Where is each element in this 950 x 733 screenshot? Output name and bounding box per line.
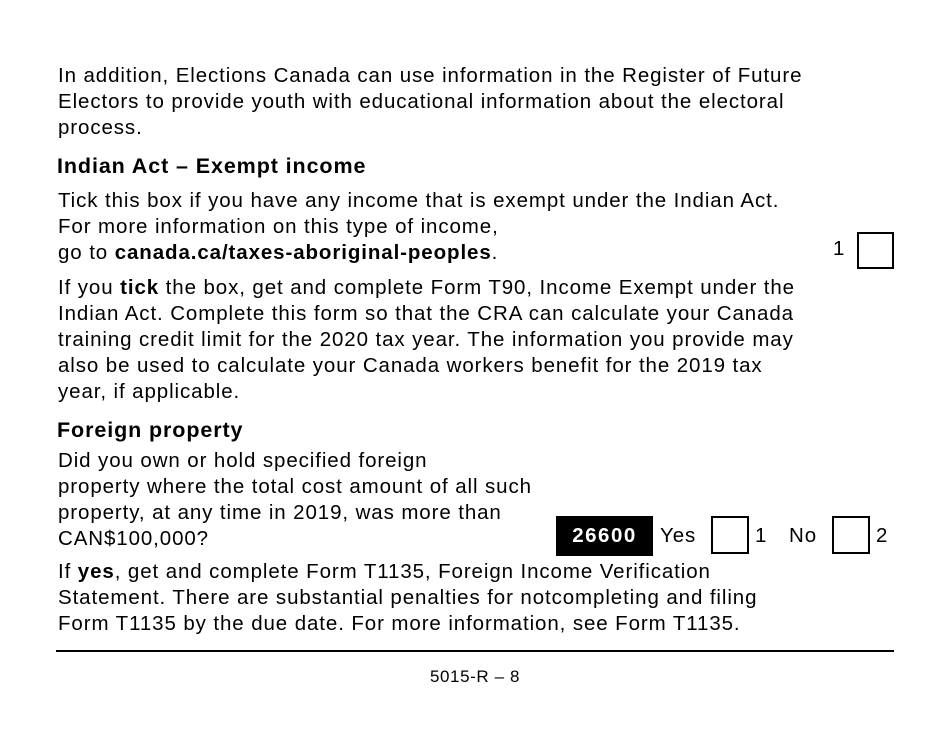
t90-bold-tick: tick [120, 276, 160, 299]
no-label: No [789, 524, 818, 547]
no-box-number: 2 [876, 524, 889, 547]
t90-line: Indian Act. Complete this form so that the CRA can calculate your Canada [58, 302, 794, 325]
indian-act-heading: Indian Act – Exempt income [57, 154, 367, 178]
t1135-bold-yes: yes [77, 560, 115, 583]
goto-line [58, 240, 779, 266]
question-line: Did you own or hold specified foreign [58, 449, 428, 472]
t1135-line: Statement. There are substantial penalties for notcompleting and filing [58, 586, 758, 609]
goto-suffix: . [491, 241, 499, 264]
exempt-income-checkbox[interactable] [857, 232, 894, 269]
instruction-line: For more information on this type of income, [58, 215, 499, 238]
intro-paragraph [58, 63, 802, 141]
foreign-no-checkbox[interactable] [832, 516, 870, 554]
yes-label: Yes [660, 524, 697, 547]
question-line: property, at any time in 2019, was more than [58, 501, 502, 524]
indian-act-instructions [58, 188, 779, 266]
t90-paragraph [58, 275, 795, 405]
t90-line1-rest: the box, get and complete Form T90, Income Exempt under the [159, 276, 795, 299]
footer-divider [56, 650, 894, 652]
intro-line: process. [58, 116, 143, 139]
intro-line: Electors to provide youth with educational information about the electoral [58, 90, 785, 113]
foreign-question [58, 448, 532, 552]
question-line: CAN$100,000? [58, 527, 209, 550]
aboriginal-taxes-link[interactable]: canada.ca/taxes-aboriginal-peoples [114, 241, 492, 264]
t90-prefix: If you [58, 276, 121, 299]
line-code-26600: 26600 [556, 516, 653, 556]
goto-prefix: go to [58, 241, 115, 264]
t1135-line: Form T1135 by the due date. For more information, see Form T1135. [58, 612, 741, 635]
t1135-paragraph [58, 559, 757, 637]
t1135-line [58, 559, 757, 585]
yes-box-number: 1 [755, 524, 768, 547]
t90-line: year, if applicable. [58, 380, 241, 403]
instruction-line: Tick this box if you have any income that is exempt under the Indian Act. [58, 189, 780, 212]
t90-line: training credit limit for the 2020 tax year. The information you provide may [58, 328, 794, 351]
t1135-prefix: If [58, 560, 78, 583]
question-line: property where the total cost amount of all such [58, 475, 532, 498]
exempt-box-number: 1 [833, 237, 846, 260]
t1135-line1-rest: , get and complete Form T1135, Foreign Income Verification [114, 560, 711, 583]
t90-line: also be used to calculate your Canada workers benefit for the 2019 tax [58, 354, 763, 377]
page-number: 5015-R – 8 [429, 667, 521, 686]
t90-line [58, 275, 795, 301]
foreign-property-heading: Foreign property [57, 418, 244, 442]
foreign-yes-checkbox[interactable] [711, 516, 749, 554]
intro-line: In addition, Elections Canada can use information in the Register of Future [58, 64, 803, 87]
